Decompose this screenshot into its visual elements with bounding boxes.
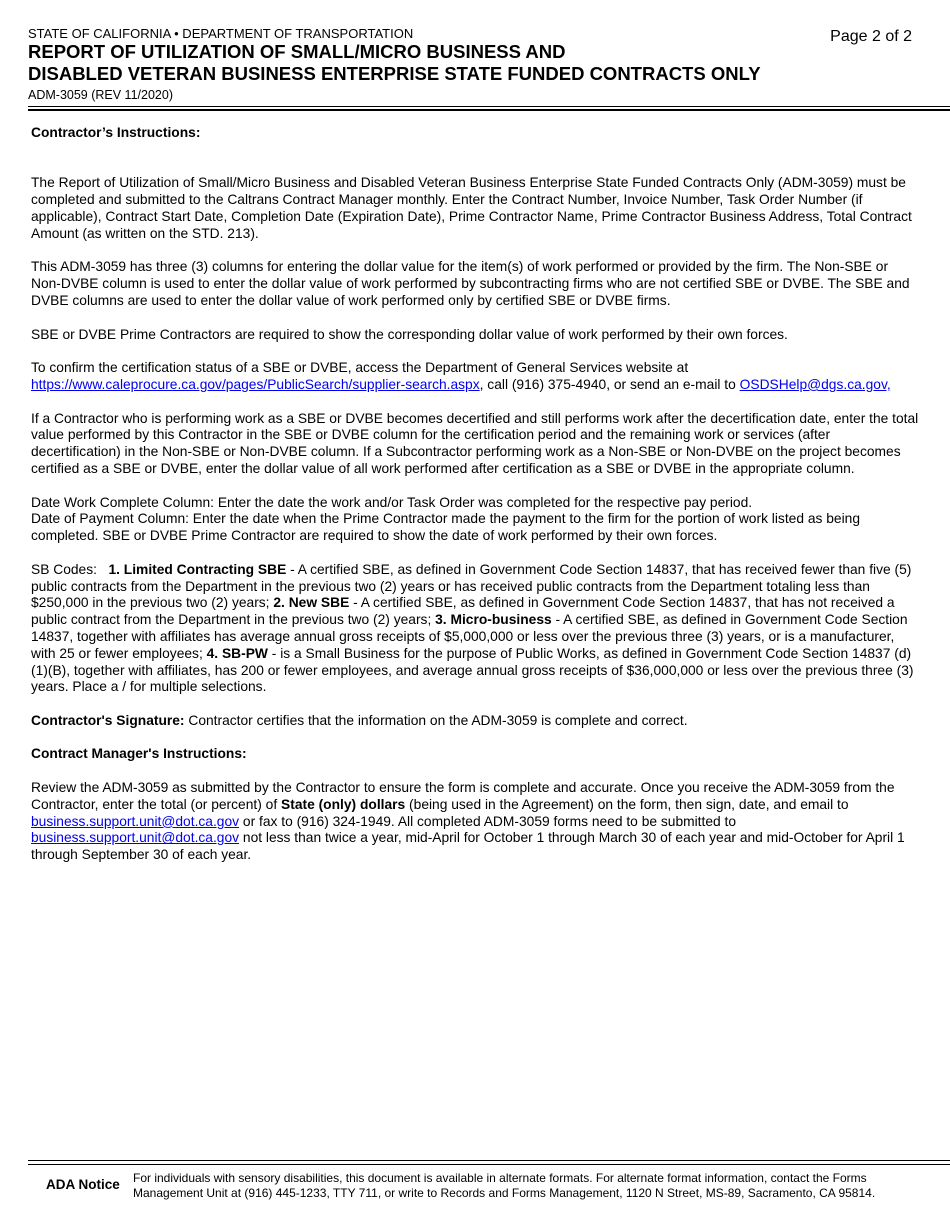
paragraph-prime-contractors: SBE or DVBE Prime Contractors are required to show the corresponding dollar value of work performed by their own forces.	[31, 326, 788, 342]
sb-code-4-text: - is a Small Business for the purpose of Public Works, as defined in Government Code Section 14837 (d)(1)(B), together with affiliates, has 200 or fewer employees, and average annual gross receipts of $36,000,000 or less over the previous three (3) years. Place a / for multiple selections.	[31, 645, 914, 695]
form-title-line-1: REPORT OF UTILIZATION OF SMALL/MICRO BUSINESS AND	[28, 41, 566, 62]
page-number: Page 2 of 2	[830, 28, 912, 45]
paragraph-date-of-payment: Date of Payment Column: Enter the date when the Prime Contractor made the payment to the firm for the portion of work listed as being completed. SBE or DVBE Prime Contractor are required to show the date of work performed by their own forces.	[31, 511, 860, 544]
form-title-line-2: DISABLED VETERAN BUSINESS ENTERPRISE STATE FUNDED CONTRACTS ONLY	[28, 63, 761, 84]
sb-code-3-text: - A certified SBE, as defined in Government Code Section 14837, together with affiliates has average annual gross receipts of $5,000,000 or less over the previous three (3) years, or is a manufacturer, with 25 or fewer employees;	[31, 612, 908, 661]
header-divider-thick	[28, 109, 950, 111]
footer-divider-bottom	[28, 1164, 950, 1165]
business-support-email-link-1[interactable]: business.support.unit@dot.ca.gov	[31, 813, 240, 829]
manager-text-c: or fax to (916) 324-1949. All completed ADM-3059 forms need to be submitted to	[239, 813, 737, 829]
sb-code-3-title: 3. Micro-business	[435, 612, 552, 628]
signature-text: Contractor certifies that the information on the ADM-3059 is complete and correct.	[184, 712, 688, 728]
paragraph-certification-status	[31, 360, 921, 394]
sb-code-2-text: - A certified SBE, as defined in Government Code Section 14837, that has not received a public contract from the Department in the previous two (2) years;	[31, 595, 895, 628]
sb-code-2-title: 2. New SBE	[273, 595, 350, 611]
sb-code-1-title: 1. Limited Contracting SBE	[108, 561, 287, 577]
instructions-body	[31, 125, 921, 881]
business-support-email-link-2[interactable]: business.support.unit@dot.ca.gov	[31, 830, 240, 846]
paragraph-contractor-signature	[31, 713, 921, 730]
paragraph-manager-review	[31, 780, 921, 864]
sb-code-1-text: - A certified SBE, as defined in Government Code Section 14837, that has received fewer than five (5) public contracts from the Department in the previous two (2) years or has received public contracts from the Department totaling less than $250,000 in the previous two (2) years;	[31, 561, 912, 611]
contract-manager-instructions-heading: Contract Manager's Instructions:	[31, 746, 247, 762]
manager-text-d: not less than twice a year, mid-April for October 1 through March 30 of each year and mid-October for April 1 through September 30 of each year.	[31, 830, 905, 863]
sb-codes-label: SB Codes:	[31, 561, 97, 577]
paragraph-date-work-complete: Date Work Complete Column: Enter the date the work and/or Task Order was completed for the respective pay period.	[31, 494, 753, 510]
manager-text-a: Review the ADM-3059 as submitted by the Contractor to ensure the form is complete and accurate. Once you receive the ADM-3059 from the Contractor, enter the total (or percent) of	[31, 780, 895, 812]
paragraph-overview: The Report of Utilization of Small/Micro Business and Disabled Veteran Business Enterprise State Funded Contracts Only (ADM-3059) must be completed and submitted to the Caltrans Contract Manager monthly. Enter the Contract Number, Invoice Number, Task Order Number (if applicable), Contract Start Date, Completion Date (Expiration Date), Prime Contractor Name, Prime Contractor Business Address, Total Contract Amount (as written on the STD. 213).	[31, 175, 912, 241]
contractor-instructions-heading: Contractor’s Instructions:	[31, 125, 201, 140]
header-divider-thin	[28, 106, 950, 107]
osds-help-email-link[interactable]: OSDSHelp@dgs.ca.gov,	[739, 376, 891, 392]
manager-text-b: (being used in the Agreement) on the form, then sign, date, and email to	[405, 796, 849, 812]
form-header	[28, 26, 918, 103]
ada-notice-text: For individuals with sensory disabilities, this document is available in alternate formats. For alternate format information, contact the Forms Management Unit at (916) 445-1233, TTY 711, or write to Records and Forms Management, 1120 N Street, MS-89, Sacramento, CA 95814.	[133, 1171, 876, 1200]
ada-notice-label: ADA Notice	[46, 1177, 120, 1192]
sb-code-4-title: 4. SB-PW	[206, 645, 268, 661]
footer-divider-top	[28, 1160, 950, 1161]
certification-text-a: To confirm the certification status of a SBE or DVBE, access the Department of General Services website at	[31, 360, 689, 376]
paragraph-sb-codes	[31, 562, 921, 696]
state-only-dollars: State (only) dollars	[281, 796, 406, 812]
paragraph-columns: This ADM-3059 has three (3) columns for entering the dollar value for the item(s) of work performed or provided by the firm. The Non-SBE or Non-DVBE column is used to enter the dollar value of work performed by subcontracting firms who are not certified SBE or DVBE. The SBE and DVBE columns are used to enter the dollar value of work performed only by certified SBE or DVBE firms.	[31, 259, 910, 308]
certification-text-b: , call (916) 375-4940, or send an e-mail to	[479, 376, 740, 392]
form-number: ADM-3059 (REV 11/2020)	[28, 88, 173, 102]
signature-label: Contractor's Signature:	[31, 712, 185, 728]
agency-line: STATE OF CALIFORNIA • DEPARTMENT OF TRANSPORTATION	[28, 26, 414, 41]
supplier-search-link[interactable]: https://www.caleprocure.ca.gov/pages/PublicSearch/supplier-search.aspx	[31, 376, 480, 392]
paragraph-decertification: If a Contractor who is performing work as a SBE or DVBE becomes decertified and still performs work after the decertification date, enter the total value performed by this Contractor in the SBE or DVBE column for the certification period and the remaining work or services (after decertification) in the Non-SBE or Non-DVBE column. If a Subcontractor performing work as a Non-SBE or Non-DVBE on the project becomes certified as a SBE or DVBE, enter the dollar value of all work performed after certification as a SBE or DVBE in the appropriate column.	[31, 410, 919, 476]
